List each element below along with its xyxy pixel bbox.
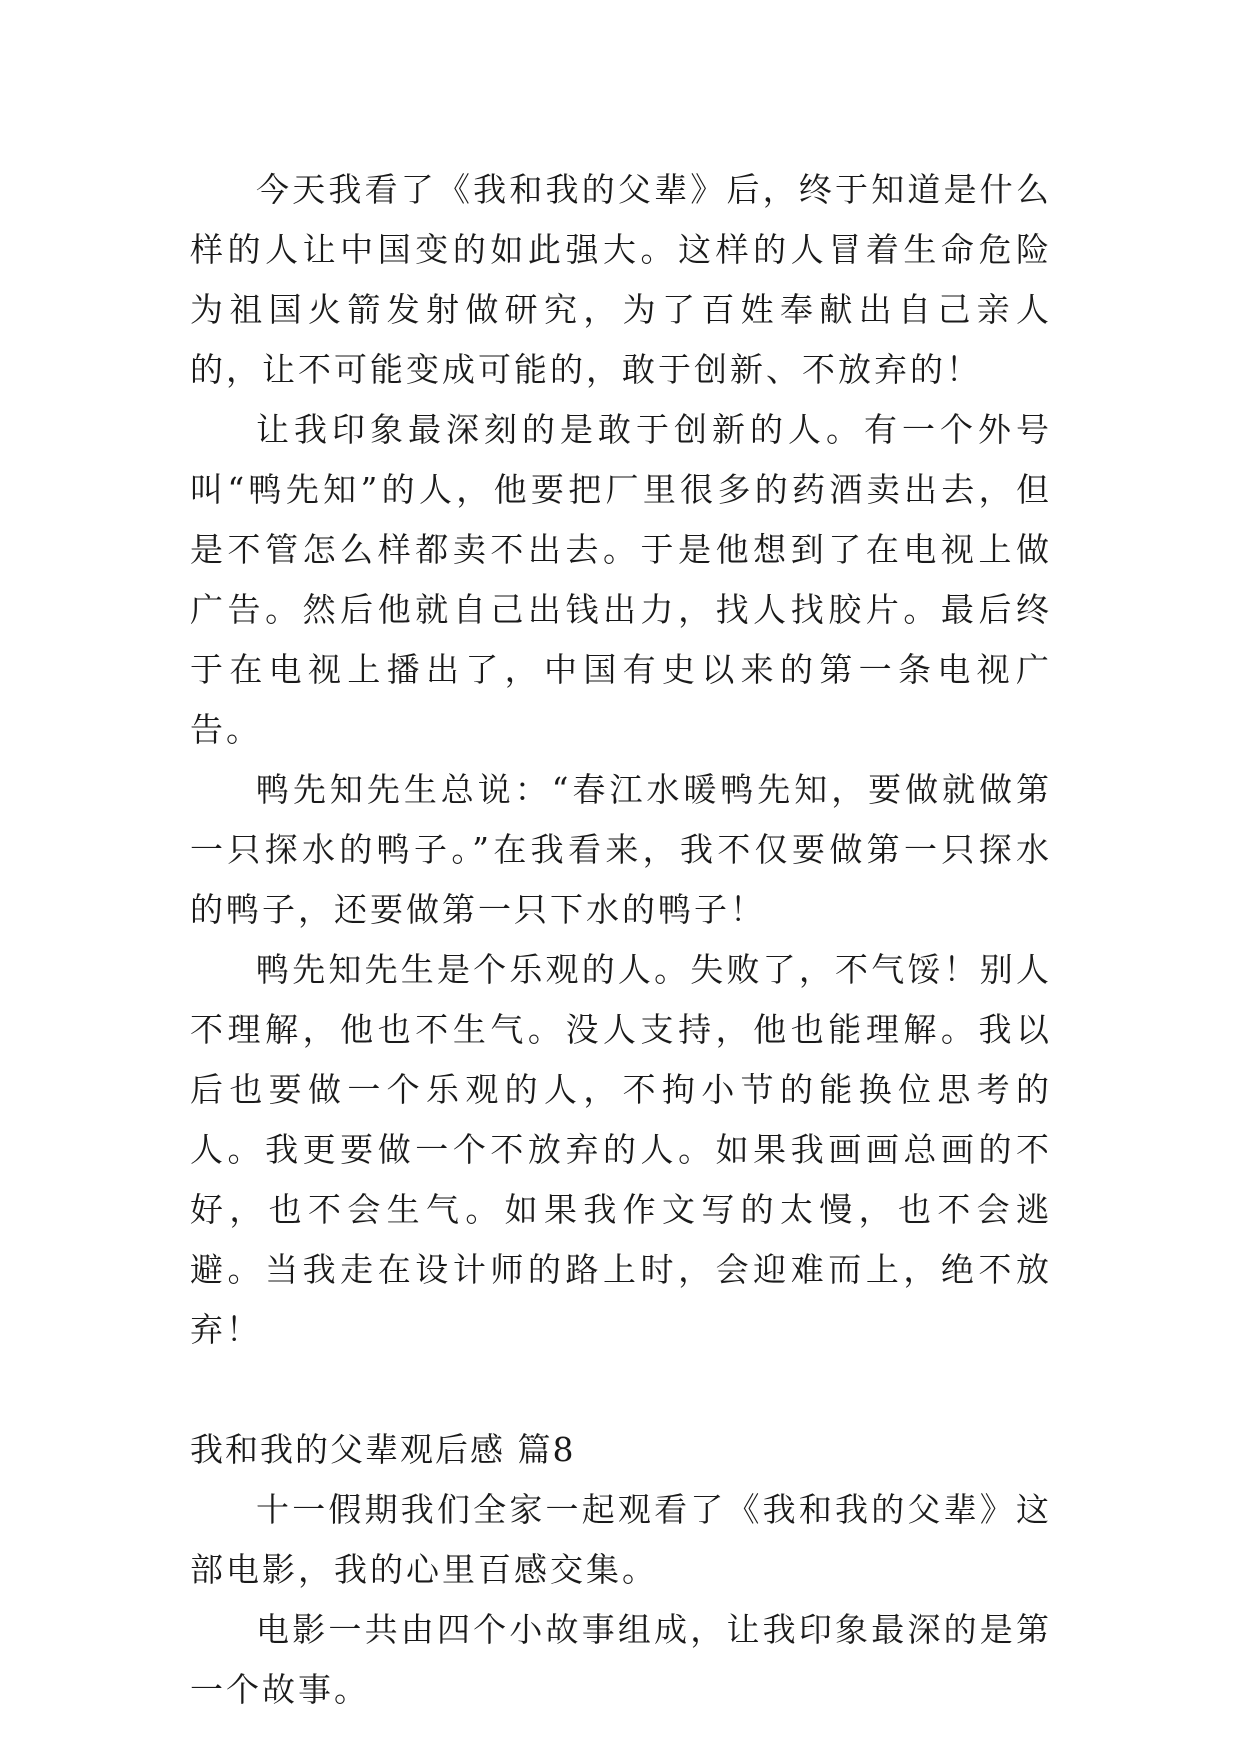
paragraph-stories: 电影一共由四个小故事组成，让我印象最深的是第一个故事。: [190, 1610, 1052, 1709]
paragraph-optimism: 鸭先知先生是个乐观的人。失败了，不气馁！别人不理解，他也不生气。没人支持，他也能理解。我以后也要做一个乐观的人，不拘小节的能换位思考的人。我更要做一个不放弃的人。如果我画画总画的不好，也不会生气。如果我作文写的太慢，也不会逃避。当我走在设计师的路上时，会迎难而上，绝不放弃！: [190, 950, 1052, 1349]
paragraph-quote: 鸭先知先生总说：“春江水暖鸭先知，要做就做第一只探水的鸭子。”在我看来，我不仅要做第一只探水的鸭子，还要做第一只下水的鸭子！: [190, 770, 1052, 929]
section-heading: 我和我的父辈观后感 篇8: [190, 1430, 576, 1469]
paragraph-holiday: 十一假期我们全家一起观看了《我和我的父辈》这部电影，我的心里百感交集。: [190, 1490, 1052, 1589]
paragraph-intro: 今天我看了《我和我的父辈》后，终于知道是什么样的人让中国变的如此强大。这样的人冒着生命危险为祖国火箭发射做研究，为了百姓奉献出自己亲人的，让不可能变成可能的，敢于创新、不放弃的！: [190, 170, 1052, 389]
paragraph-innovation: 让我印象最深刻的是敢于创新的人。有一个外号叫“鸭先知”的人，他要把厂里很多的药酒卖出去，但是不管怎么样都卖不出去。于是他想到了在电视上做广告。然后他就自己出钱出力，找人找胶片。最后终于在电视上播出了，中国有史以来的第一条电视广告。: [190, 410, 1052, 749]
document-body: [190, 160, 1052, 1720]
